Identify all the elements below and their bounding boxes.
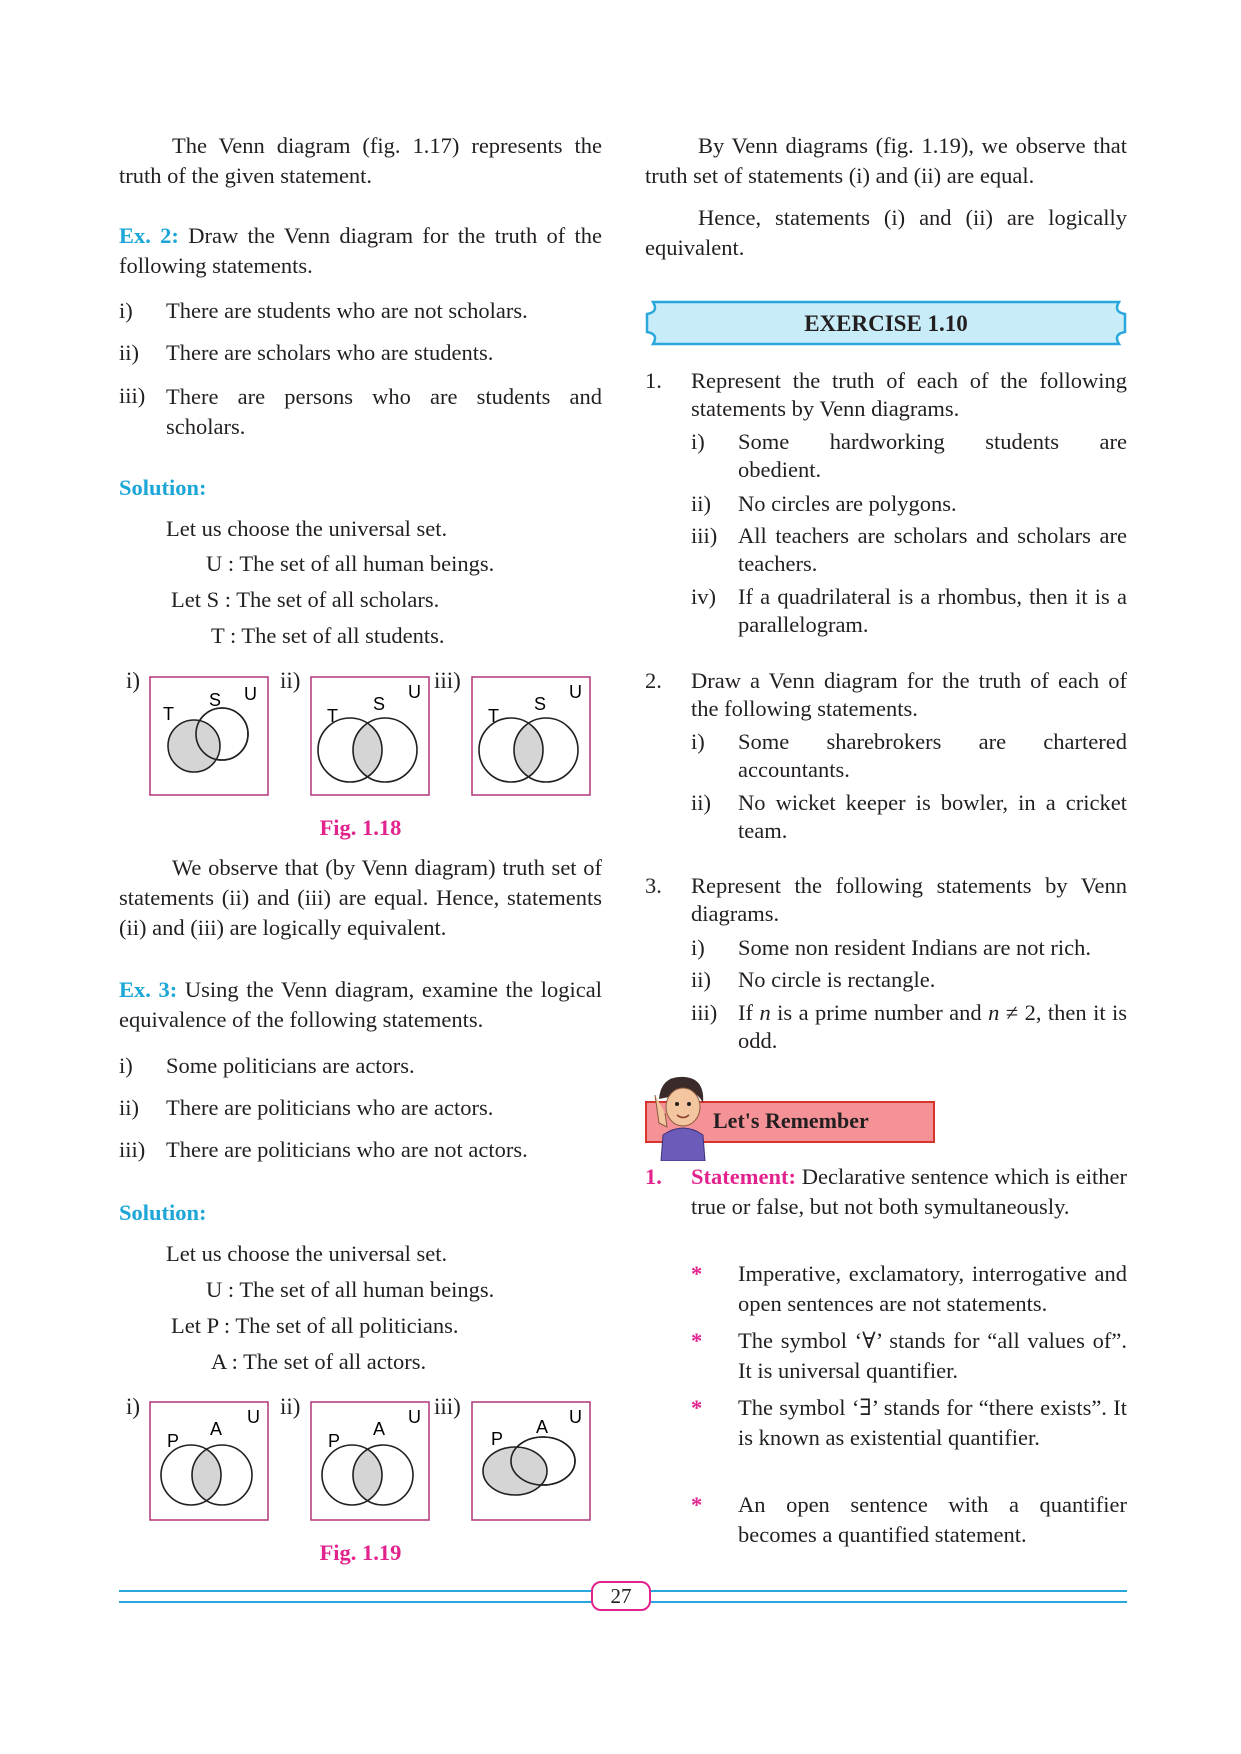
item-number: ii) (119, 340, 139, 365)
item-number: iii) (119, 1137, 146, 1162)
exercise-title: EXERCISE 1.10 (804, 311, 968, 336)
item-number: ii) (691, 967, 711, 992)
universal-label: U (408, 1407, 421, 1427)
panel-number: ii) (280, 1394, 301, 1419)
example-2-label: Ex. 2: (119, 223, 179, 248)
panel-number: iii) (434, 1394, 461, 1419)
venn-diagram-1-19-i (149, 1401, 269, 1521)
solution-line: Let us choose the universal set. (166, 1241, 448, 1266)
item-text: Some non resident Indians are not rich. (738, 935, 1092, 960)
item-text: If a quadrilateral is a rhombus, then it is a parallelogram. (738, 584, 1127, 637)
item-number: iii) (691, 523, 718, 548)
universal-label: U (408, 682, 421, 702)
math-variable: n (988, 1000, 1000, 1025)
set-label: T (163, 704, 174, 724)
item-text: There are politicians who are not actors. (166, 1137, 528, 1162)
remember-title: Let's Remember (713, 1108, 869, 1133)
boy-mascot-icon (647, 1069, 713, 1161)
example-2 (119, 221, 602, 281)
item-number: iii) (119, 383, 146, 408)
item-text: Some hardworking students are (738, 429, 1127, 454)
solution-line: T : The set of all students. (211, 623, 445, 648)
solution-heading: Solution: (119, 1200, 207, 1225)
question-text: Draw a Venn diagram for the truth of each of the following statements. (691, 668, 1127, 721)
panel-number: i) (126, 1394, 141, 1419)
point-number: 1. (645, 1164, 662, 1189)
example-3-label: Ex. 3: (119, 977, 178, 1002)
set-label: S (209, 690, 222, 710)
universal-label: U (569, 1407, 582, 1427)
example-3-text: Using the Venn diagram, examine the logical equivalence of the following statements. (119, 977, 603, 1032)
set-label: P (491, 1429, 504, 1449)
panel-number: i) (126, 668, 141, 693)
question-text: Represent the following statements by Venn diagrams. (691, 873, 1127, 926)
solution-line: U : The set of all human beings. (206, 1277, 495, 1302)
set-label: A (373, 1419, 386, 1439)
item-text-part: ≠ 2, then it is odd. (738, 1000, 1128, 1053)
venn-diagram-1-18-ii (310, 676, 430, 796)
set-label: T (488, 706, 499, 726)
item-text: obedient. (738, 457, 822, 482)
item-text (738, 999, 1127, 1055)
item-number: i) (691, 729, 705, 754)
math-variable: n (759, 1000, 771, 1025)
universal-label: U (569, 682, 582, 702)
point-definition: Declarative sentence which is either true or false, but not both symultaneously. (691, 1164, 1128, 1219)
bullet-text: The symbol ‘∃’ stands for “there exists”. It is known as existential quantifier. (738, 1395, 1127, 1450)
set-label: T (327, 706, 338, 726)
item-text: There are politicians who are actors. (166, 1095, 494, 1120)
bullet-text: An open sentence with a quantifier becomes a quantified statement. (738, 1492, 1127, 1547)
question-number: 1. (645, 368, 662, 393)
asterisk-icon: * (691, 1395, 703, 1420)
right-paragraph-2: Hence, statements (i) and (ii) are logically equivalent. (645, 205, 1127, 260)
page-number: 27 (591, 1581, 651, 1611)
solution-line: U : The set of all human beings. (206, 551, 495, 576)
asterisk-icon: * (691, 1328, 703, 1353)
set-label: A (536, 1417, 549, 1437)
venn-diagram-1-18-i (149, 676, 269, 796)
item-number: iv) (691, 584, 716, 609)
item-text: No wicket keeper is bowler, in a cricket team. (738, 790, 1127, 843)
item-number: ii) (691, 491, 711, 516)
item-text: No circle is rectangle. (738, 967, 936, 992)
point-text (691, 1162, 1127, 1222)
set-label: P (328, 1431, 341, 1451)
solution-line: A : The set of all actors. (211, 1349, 427, 1374)
example-3 (119, 975, 602, 1035)
figure-caption-1-18: Fig. 1.18 (319, 815, 402, 840)
example-2-text: Draw the Venn diagram for the truth of the following statements. (119, 223, 603, 278)
set-label: A (210, 1419, 223, 1439)
point-label: Statement: (691, 1164, 796, 1189)
bullet-text: The symbol ‘∀’ stands for “all values of”. It is universal quantifier. (738, 1328, 1127, 1383)
asterisk-icon: * (691, 1261, 703, 1286)
item-number: i) (119, 1053, 133, 1078)
item-number: ii) (119, 1095, 139, 1120)
item-number: iii) (691, 1000, 718, 1025)
panel-number: iii) (434, 668, 461, 693)
item-text: No circles are polygons. (738, 491, 957, 516)
venn-diagram-1-18-iii (471, 676, 591, 796)
asterisk-icon: * (691, 1492, 703, 1517)
item-text: There are scholars who are students. (166, 340, 494, 365)
intro-paragraph: The Venn diagram (fig. 1.17) represents the truth of the given statement. (119, 133, 602, 188)
solution-line: Let P : The set of all politicians. (171, 1313, 459, 1338)
set-label: P (167, 1431, 180, 1451)
figure-caption-1-19: Fig. 1.19 (319, 1540, 402, 1565)
universal-label: U (247, 1407, 260, 1427)
item-number: i) (119, 298, 133, 323)
item-text: There are persons who are students and scholars. (166, 384, 602, 439)
item-text: Some politicians are actors. (166, 1053, 415, 1078)
question-number: 3. (645, 873, 662, 898)
solution-line: Let us choose the universal set. (166, 516, 448, 541)
set-label: S (373, 694, 386, 714)
item-text-part: is a prime number and (777, 1000, 982, 1025)
item-text-part: If (738, 1000, 753, 1025)
panel-number: ii) (280, 668, 301, 693)
solution-line: Let S : The set of all scholars. (171, 587, 440, 612)
bullet-text: Imperative, exclamatory, interrogative and open sentences are not statements. (738, 1261, 1127, 1316)
universal-label: U (244, 684, 257, 704)
item-number: ii) (691, 790, 711, 815)
item-number: i) (691, 429, 705, 454)
right-paragraph-1: By Venn diagrams (fig. 1.19), we observe that truth set of statements (i) and (ii) are equal. (645, 133, 1127, 188)
question-number: 2. (645, 668, 662, 693)
item-text: All teachers are scholars and scholars are teachers. (738, 523, 1127, 576)
venn-diagram-1-19-ii (310, 1401, 430, 1521)
item-text: There are students who are not scholars. (166, 298, 528, 323)
solution-heading: Solution: (119, 475, 207, 500)
item-number: i) (691, 935, 705, 960)
question-text: Represent the truth of each of the following statements by Venn diagrams. (691, 368, 1127, 421)
observation-paragraph: We observe that (by Venn diagram) truth set of statements (ii) and (iii) are equal. Hence, statements (ii) and (iii) are logically equivalent. (119, 855, 602, 940)
item-text: Some sharebrokers are chartered accountants. (738, 729, 1127, 782)
set-label: S (534, 694, 547, 714)
venn-diagram-1-19-iii (471, 1401, 591, 1521)
